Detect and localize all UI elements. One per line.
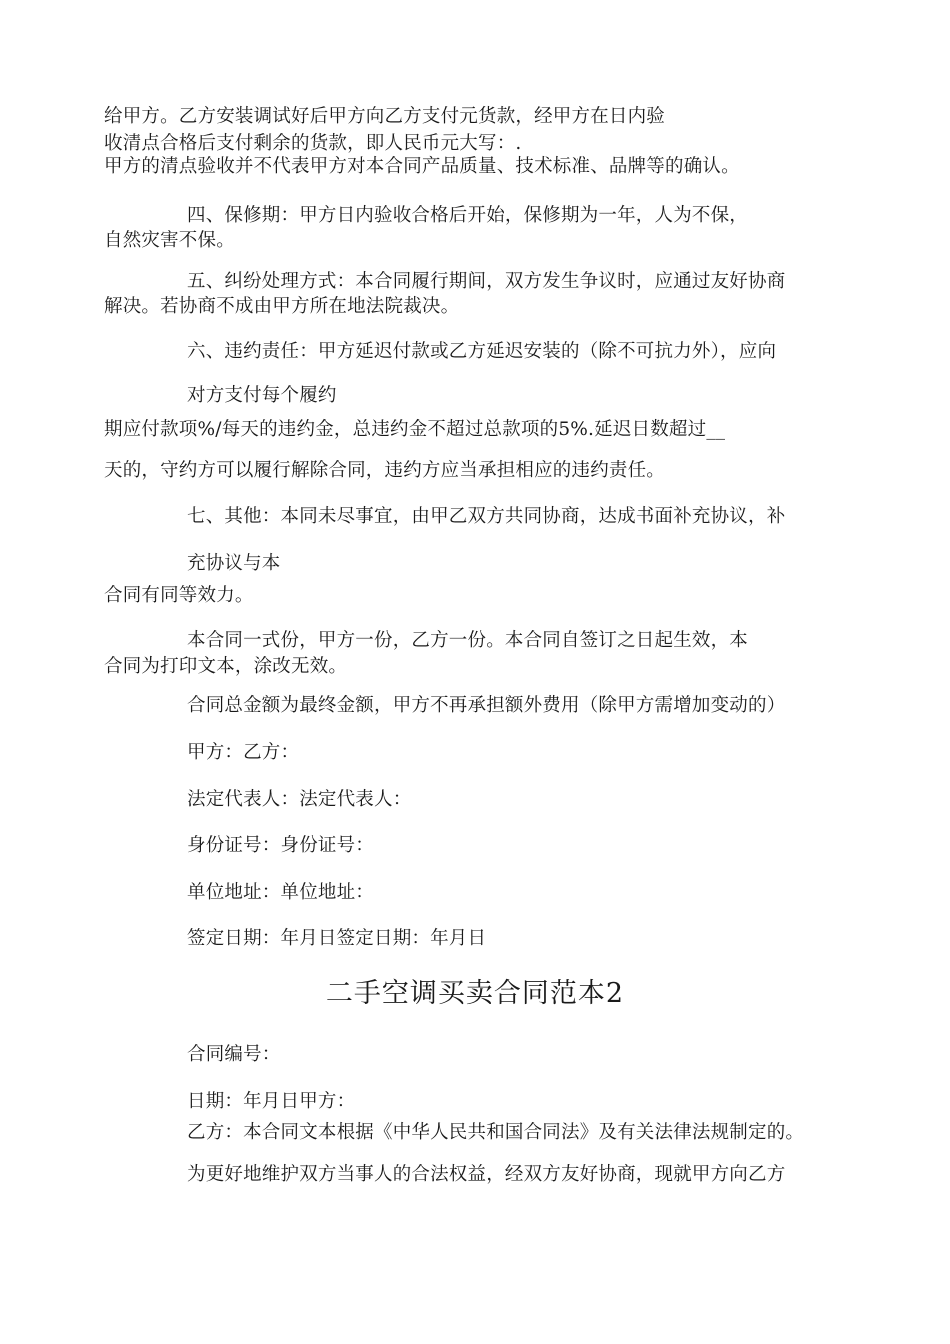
clause-other: 七、其他：本同未尽事宜，由甲乙双方共同协商，达成书面补充协议，补 bbox=[187, 506, 786, 527]
clause-liability: 六、违约责任：甲方延迟付款或乙方延迟安装的（除不可抗力外），应向 bbox=[187, 341, 777, 362]
signature-id-numbers: 身份证号：身份证号： bbox=[187, 835, 375, 856]
paragraph-line: 甲方的清点验收并不代表甲方对本合同产品质量、技术标准、品牌等的确认。 bbox=[104, 156, 740, 177]
clause-dispute: 五、纠纷处理方式：本合同履行期间，双方发生争议时，应通过友好协商 bbox=[187, 271, 786, 292]
paragraph-line: 对方支付每个履约 bbox=[187, 385, 337, 406]
paragraph-line: 为更好地维护双方当事人的合法权益，经双方友好协商，现就甲方向乙方 bbox=[187, 1164, 786, 1185]
paragraph-line: 充协议与本 bbox=[187, 553, 281, 574]
paragraph-line: 合同有同等效力。 bbox=[104, 585, 254, 606]
paragraph-line: 天的，守约方可以履行解除合同，违约方应当承担相应的违约责任。 bbox=[104, 460, 666, 481]
contract-date-party-a: 日期：年月日甲方： bbox=[187, 1091, 356, 1112]
clause-copies: 本合同一式份，甲方一份，乙方一份。本合同自签订之日起生效，本 bbox=[187, 630, 749, 651]
paragraph-line: 收清点合格后支付剩余的货款，即人民币元大写：. bbox=[104, 133, 522, 154]
paragraph-line: 给甲方。乙方安装调试好后甲方向乙方支付元货款，经甲方在日内验 bbox=[104, 106, 666, 127]
contract-number: 合同编号： bbox=[187, 1044, 281, 1065]
paragraph-line: 乙方：本合同文本根据《中华人民共和国合同法》及有关法律法规制定的。 bbox=[187, 1122, 805, 1143]
paragraph-line: 期应付款项%/每天的违约金，总违约金不超过总款项的5%.延迟日数超过__ bbox=[104, 419, 726, 440]
paragraph-line: 自然灾害不保。 bbox=[104, 230, 235, 251]
section-title: 二手空调买卖合同范本2 bbox=[325, 978, 625, 1009]
clause-total-amount: 合同总金额为最终金额，甲方不再承担额外费用（除甲方需增加变动的） bbox=[187, 695, 786, 716]
clause-warranty: 四、保修期：甲方日内验收合格后开始，保修期为一年，人为不保， bbox=[187, 205, 749, 226]
signature-addresses: 单位地址：单位地址： bbox=[187, 882, 375, 903]
signature-representatives: 法定代表人：法定代表人： bbox=[187, 789, 412, 810]
signature-parties: 甲方：乙方： bbox=[187, 742, 300, 763]
signature-dates: 签定日期：年月日签定日期：年月日 bbox=[187, 928, 487, 949]
paragraph-line: 解决。若协商不成由甲方所在地法院裁决。 bbox=[104, 296, 460, 317]
paragraph-line: 合同为打印文本，涂改无效。 bbox=[104, 656, 348, 677]
